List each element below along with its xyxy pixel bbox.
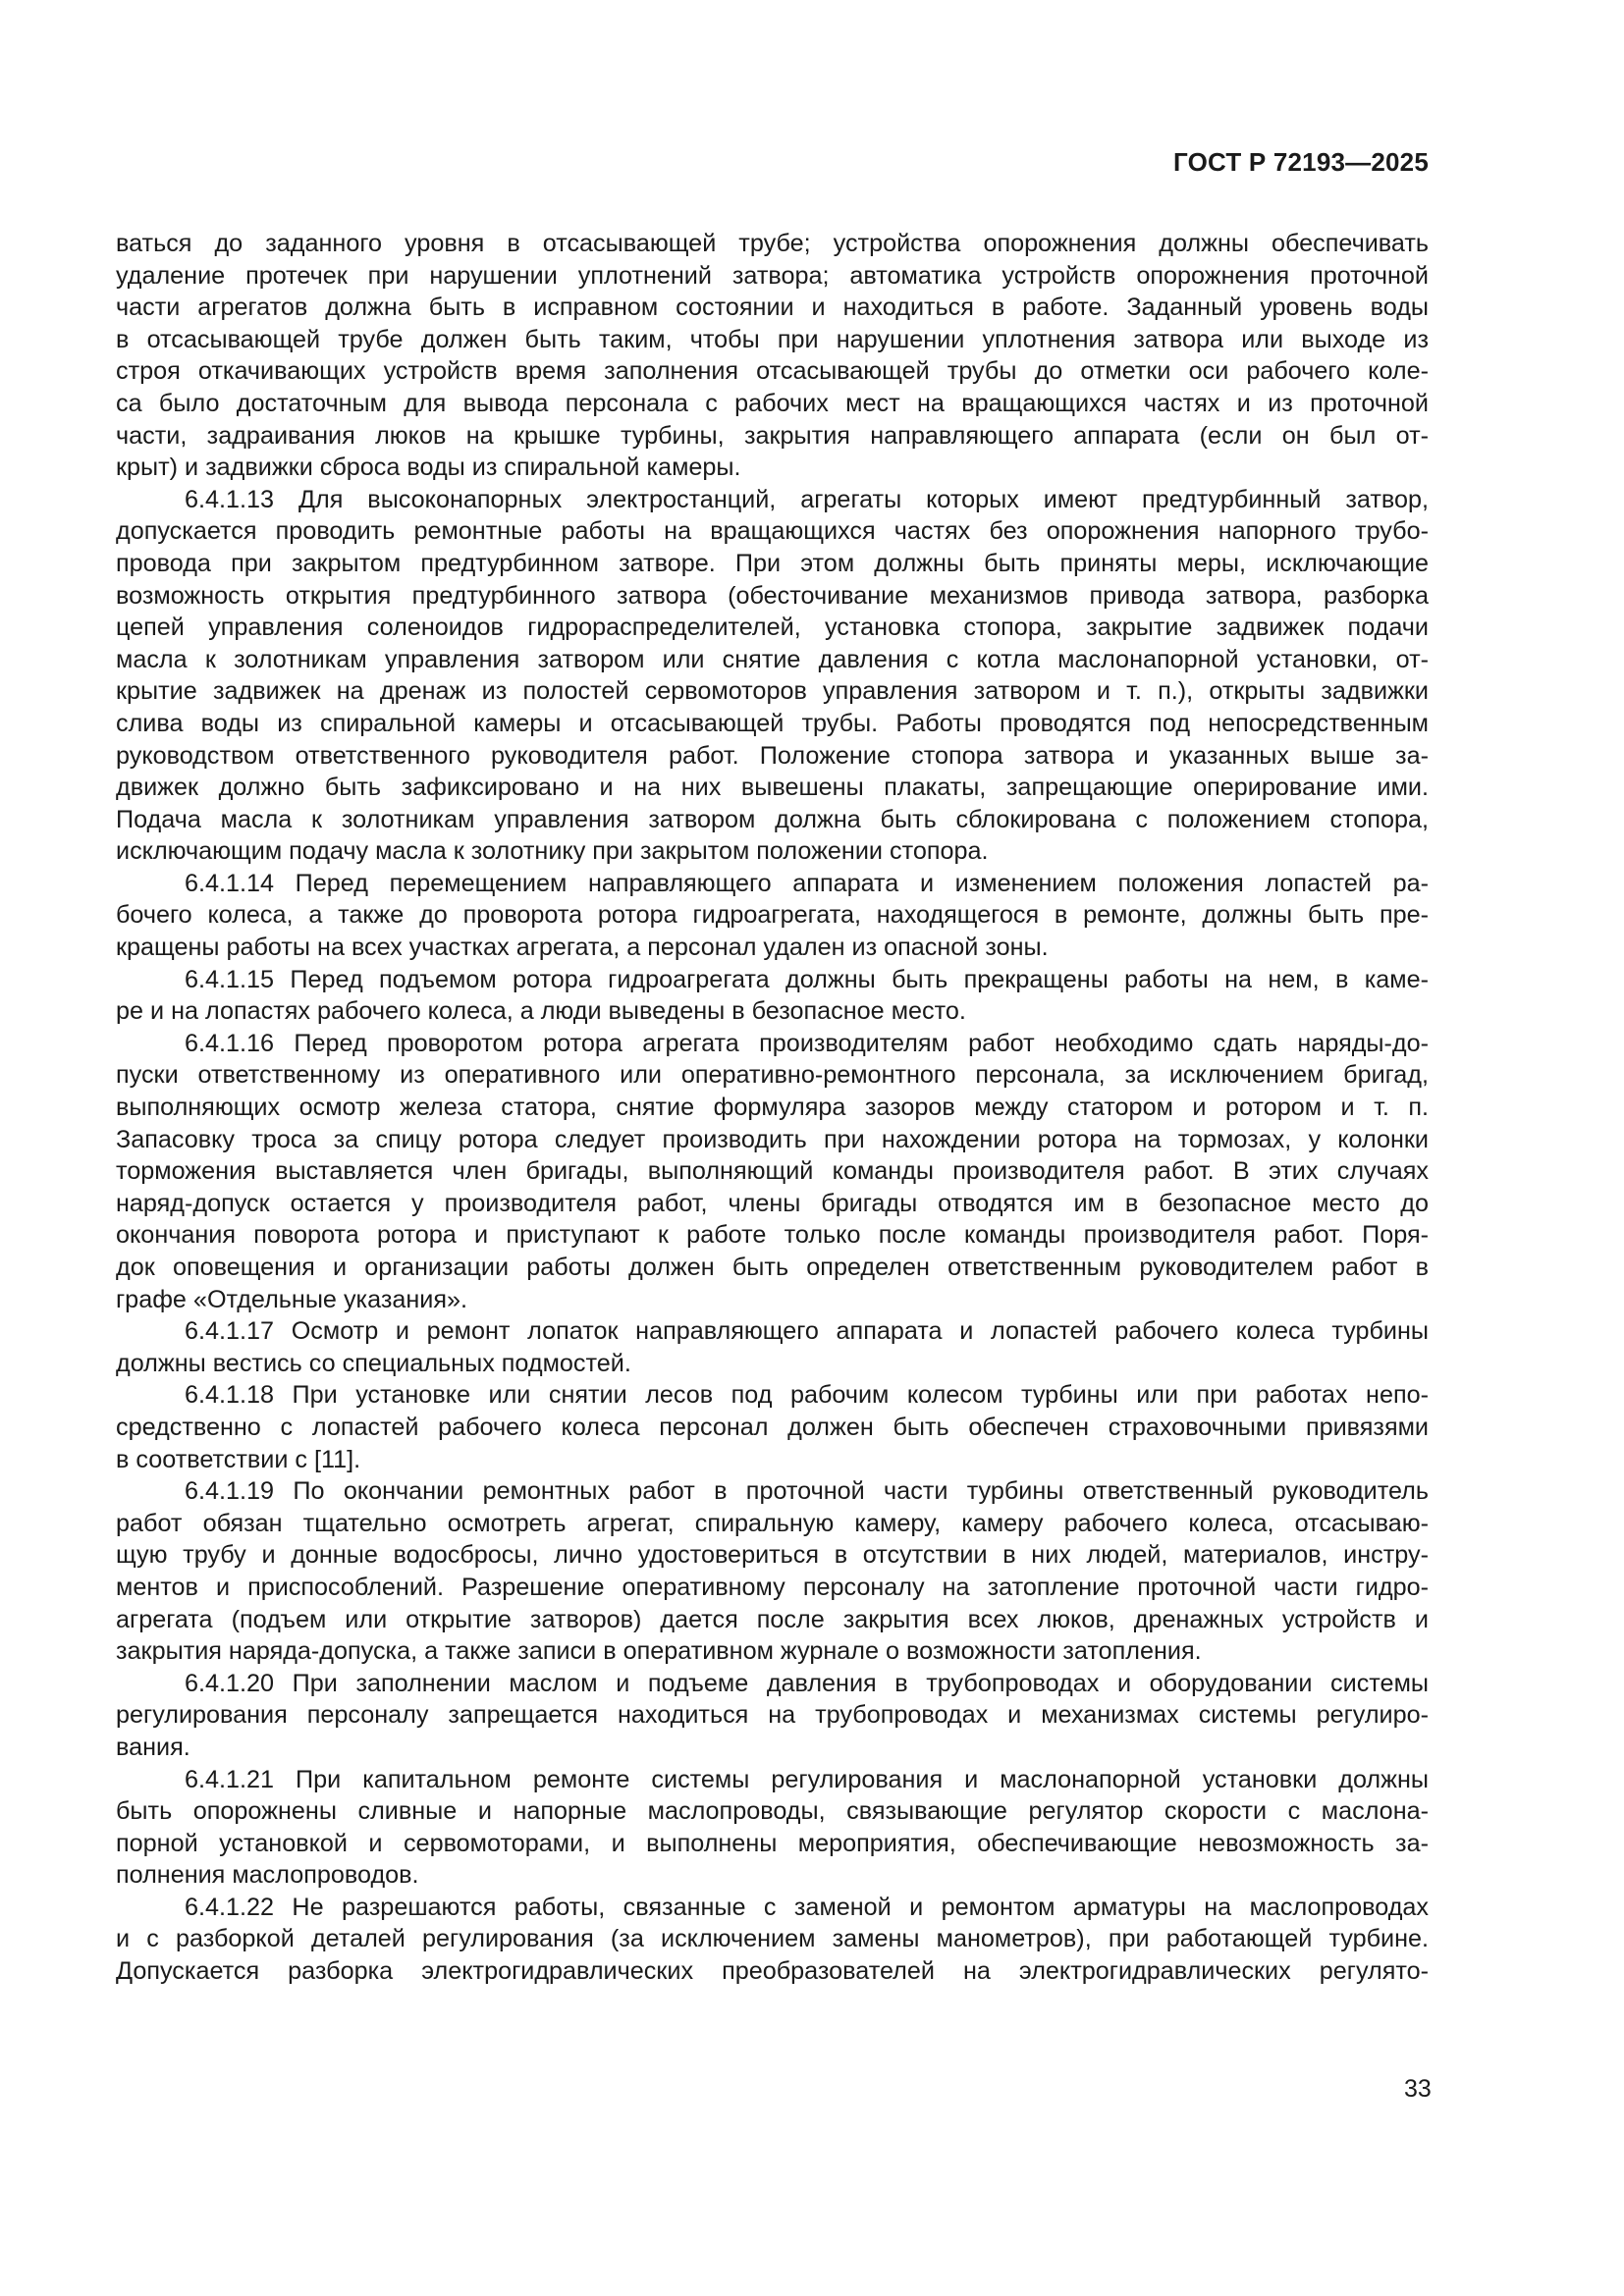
text-line: 6.4.1.14 Перед перемещением направляющего аппарата и изменением положения лопастей ра-	[185, 869, 1429, 897]
text-line: 6.4.1.18 При установке или снятии лесов под рабочим колесом турбины или при работах непо-	[185, 1381, 1429, 1410]
text-line: Подача масла к золотникам управления затвором должна быть сблокирована с положением стопора,	[116, 805, 1429, 833]
text-line: исключающим подачу масла к золотнику при закрытом положении стопора.	[116, 837, 989, 866]
paragraph	[116, 868, 1429, 964]
paragraph	[116, 1892, 1429, 1988]
text-line: са было достаточным для вывода персонала с рабочих мест на вращающихся частях и из проточной	[116, 389, 1429, 417]
text-line: 6.4.1.20 При заполнении маслом и подъеме давления в трубопроводах и оборудовании системы	[185, 1669, 1429, 1697]
paragraph	[116, 1764, 1429, 1892]
text-line: Запасовку троса за спицу ротора следует производить при нахождении ротора на тормозах, у колонки	[116, 1125, 1429, 1153]
text-line: в соответствии с [11].	[116, 1445, 361, 1473]
text-line: строя откачивающих устройств время заполнения отсасывающей трубы до отметки оси рабочего коле-	[116, 357, 1429, 386]
text-line: агрегата (подъем или открытие затворов) дается после закрытия всех люков, дренажных устройств и	[116, 1605, 1429, 1633]
paragraph	[116, 964, 1429, 1028]
text-line: 6.4.1.19 По окончании ремонтных работ в проточной части турбины ответственный руководитель	[185, 1477, 1429, 1506]
text-line: допускается проводить ремонтные работы на вращающихся частях без опорожнения напорного трубо-	[116, 517, 1429, 546]
text-line: и с разборкой деталей регулирования (за исключением замены манометров), при работающей турбине.	[116, 1925, 1429, 1953]
text-line: цепей управления соленоидов гидрораспределителей, установка стопора, закрытие задвижек подачи	[116, 614, 1429, 642]
page-number: 33	[1404, 2075, 1432, 2103]
text-line: крыт) и задвижки сброса воды из спиральной камеры.	[116, 454, 741, 482]
text-line: пуски ответственному из оперативного или оперативно-ремонтного персонала, за исключением бригад,	[116, 1061, 1429, 1090]
text-line: вания.	[116, 1733, 190, 1761]
paragraph	[116, 1028, 1429, 1315]
text-line: в отсасывающей трубе должен быть таким, чтобы при нарушении уплотнения затвора или выходе из	[116, 325, 1429, 353]
paragraph	[116, 1668, 1429, 1764]
text-line: части агрегатов должна быть в исправном состоянии и находиться в работе. Заданный уровень воды	[116, 294, 1429, 322]
text-line: ваться до заданного уровня в отсасывающей трубе; устройства опорожнения должны обеспечивать	[116, 230, 1429, 257]
text-line: порной установкой и сервомоторами, и выполнены мероприятия, обеспечивающие невозможность за-	[116, 1829, 1429, 1857]
text-line: возможность открытия предтурбинного затвора (обесточивание механизмов привода затвора, разборка	[116, 581, 1429, 610]
text-line: 6.4.1.15 Перед подъемом ротора гидроагрегата должны быть прекращены работы на нем, в каме-	[185, 965, 1429, 993]
paragraph	[116, 228, 1429, 484]
text-line: окончания поворота ротора и приступают к работе только после команды производителя работ. Поря-	[116, 1221, 1429, 1250]
text-line: быть опорожнены сливные и напорные маслопроводы, связывающие регулятор скорости с маслона-	[116, 1797, 1429, 1826]
text-line: крытие задвижек на дренаж из полостей сервомоторов управления затвором и т. п.), открыты задвижки	[116, 677, 1429, 706]
text-line: полнения маслопроводов.	[116, 1861, 419, 1890]
text-line: 6.4.1.22 Не разрешаются работы, связанные с заменой и ремонтом арматуры на маслопроводах	[185, 1893, 1429, 1921]
text-line: руководством ответственного руководителя работ. Положение стопора затвора и указанных выше за-	[116, 741, 1429, 770]
text-line: 6.4.1.13 Для высоконапорных электростанций, агрегаты которых имеют предтурбинный затвор,	[185, 485, 1429, 513]
document-header-id: ГОСТ Р 72193—2025	[1173, 147, 1429, 177]
text-line: наряд-допуск остается у производителя работ, члены бригады отводятся им в безопасное место до	[116, 1189, 1429, 1217]
text-line: графе «Отдельные указания».	[116, 1285, 468, 1313]
text-line: средственно с лопастей рабочего колеса персонал должен быть обеспечен страховочными привязями	[116, 1413, 1429, 1441]
text-line: части, задраивания люков на крышке турбины, закрытия направляющего аппарата (если он был от-	[116, 421, 1429, 450]
text-line: работ обязан тщательно осмотреть агрегат, спиральную камеру, камеру рабочего колеса, отсасываю-	[116, 1509, 1429, 1537]
text-line: движек должно быть зафиксировано и на них вывешены плакаты, запрещающие оперирование ими.	[116, 774, 1429, 802]
text-line: щую трубу и донные водосбросы, лично удостовериться в отсутствии в них людей, материалов, инстру-	[116, 1541, 1429, 1570]
text-line: слива воды из спиральной камеры и отсасывающей трубы. Работы проводятся под непосредственным	[116, 709, 1429, 737]
text-line: ментов и приспособлений. Разрешение оперативному персоналу на затопление проточной части гидро-	[116, 1573, 1429, 1601]
paragraph	[116, 1475, 1429, 1668]
text-line: масла к золотникам управления затвором или снятие давления с котла маслонапорной установки, от-	[116, 645, 1429, 673]
text-line: удаление протечек при нарушении уплотнений затвора; автоматика устройств опорожнения проточной	[116, 261, 1429, 290]
text-line: выполняющих осмотр железа статора, снятие формуляра зазоров между статором и ротором и т. п.	[116, 1094, 1429, 1122]
text-line: 6.4.1.21 При капитальном ремонте системы регулирования и маслонапорной установки должны	[185, 1765, 1429, 1793]
paragraph	[116, 1379, 1429, 1475]
text-line: должны вестись со специальных подмостей.	[116, 1349, 631, 1377]
text-line: ре и на лопастях рабочего колеса, а люди выведены в безопасное место.	[116, 997, 966, 1026]
paragraph	[116, 484, 1429, 868]
text-line: док оповещения и организации работы должен быть определен ответственным руководителем работ в	[116, 1254, 1429, 1281]
text-line: 6.4.1.17 Осмотр и ремонт лопаток направляющего аппарата и лопастей рабочего колеса турбины	[185, 1317, 1429, 1346]
text-line: 6.4.1.16 Перед проворотом ротора агрегата производителям работ необходимо сдать наряды-до-	[185, 1029, 1429, 1057]
document-body	[116, 228, 1429, 1988]
text-line: бочего колеса, а также до проворота ротора гидроагрегата, находящегося в ремонте, должны быть пре-	[116, 901, 1429, 930]
text-line: торможения выставляется член бригады, выполняющий команды производителя работ. В этих случаях	[116, 1157, 1429, 1186]
text-line: закрытия наряда-допуска, а также записи в оперативном журнале о возможности затопления.	[116, 1637, 1202, 1666]
text-line: регулирования персоналу запрещается находиться на трубопроводах и механизмах системы регулиро-	[116, 1701, 1429, 1730]
text-line: провода при закрытом предтурбинном затворе. При этом должны быть приняты меры, исключающие	[116, 549, 1429, 577]
paragraph	[116, 1315, 1429, 1379]
text-line: кращены работы на всех участках агрегата, а персонал удален из опасной зоны.	[116, 934, 1049, 962]
text-line: Допускается разборка электрогидравлических преобразователей на электрогидравлических регулято-	[116, 1957, 1429, 1986]
